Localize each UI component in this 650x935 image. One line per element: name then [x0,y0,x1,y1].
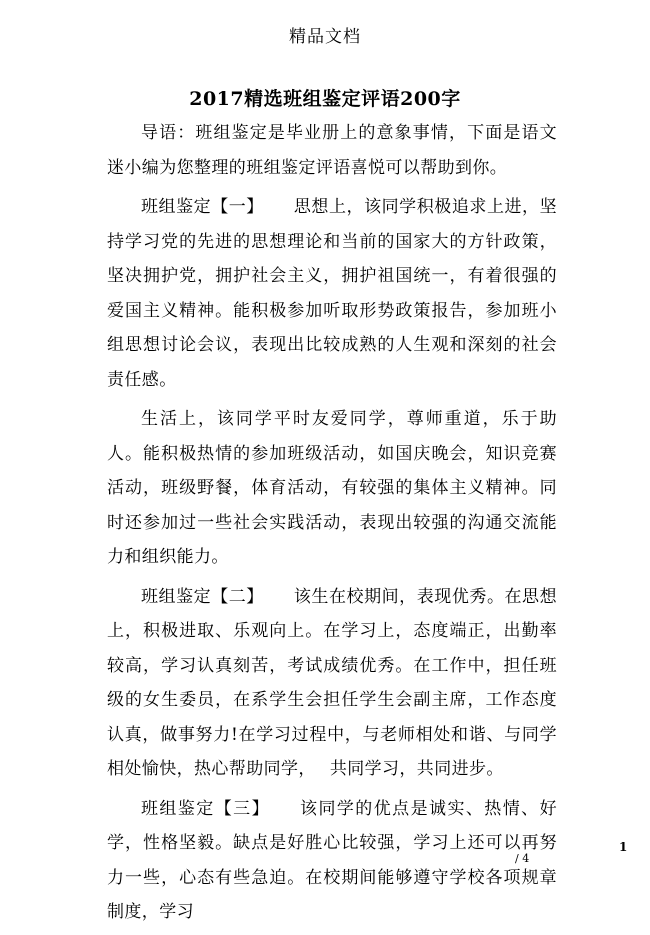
section-two-text-tail: 共同学习，共同进步。 [329,759,504,779]
section-two-label: 班组鉴定【二】 [141,586,264,607]
section-one-life-text: 生活上，该同学平时友爱同学，尊师重道，乐于助人。能积极热情的参加班级活动，如国庆晚会，知识竞赛活动，班级野餐，体育活动，有较强的集体主义精神。同时还参加过一些社会实践活动，表现出较强的沟通交流能力和组织能力。 [107,409,557,567]
section-one-paragraph [107,190,557,397]
page-header-label: 精品文档 [289,27,361,47]
section-one-text: 思想上，该同学积极追求上进，坚持学习党的先进的思想理论和当前的国家大的方针政策，坚决拥护党，拥护社会主义，拥护祖国统一，有着很强的爱国主义精神。能积极参加听取形势政策报告，参加班小组思想讨论会议，表现出比较成熟的人生观和深刻的社会责任感。 [107,197,557,390]
section-three-paragraph [107,792,557,930]
section-two-paragraph [107,580,557,787]
intro-paragraph: 导语：班组鉴定是毕业册上的意象事情，下面是语文迷小编为您整理的班组鉴定评语喜悦可以帮助到你。 [107,123,557,178]
section-three-text: 该同学的优点是诚实、热情、好学，性格坚毅。缺点是好胜心比较强，学习上还可以再努力一些，心态有些急迫。在校期间能够遵守学校各项规章制度，学习 [107,798,557,922]
section-one-life-paragraph [107,402,557,575]
document-title: 2017精选班组鉴定评语200字 [189,88,461,110]
document-body [107,116,557,935]
section-three-label: 班组鉴定【三】 [141,798,271,819]
section-one-label: 班组鉴定【一】 [141,197,264,217]
page-number-mark: 1 [619,840,628,854]
section-two-text: 该生在校期间，表现优秀。在思想上，积极进取、乐观向上。在学习上，态度端正，出勤率较高，学习认真刻苦，考试成绩优秀。在工作中，担任班级的女生委员，在系学生会担任学生会副主席，工作态度认真，做事努力!在学习过程中，与老师相处和谐、与同学相处愉快，热心帮助同学， [107,586,557,779]
page-count: / 4 [515,852,530,865]
